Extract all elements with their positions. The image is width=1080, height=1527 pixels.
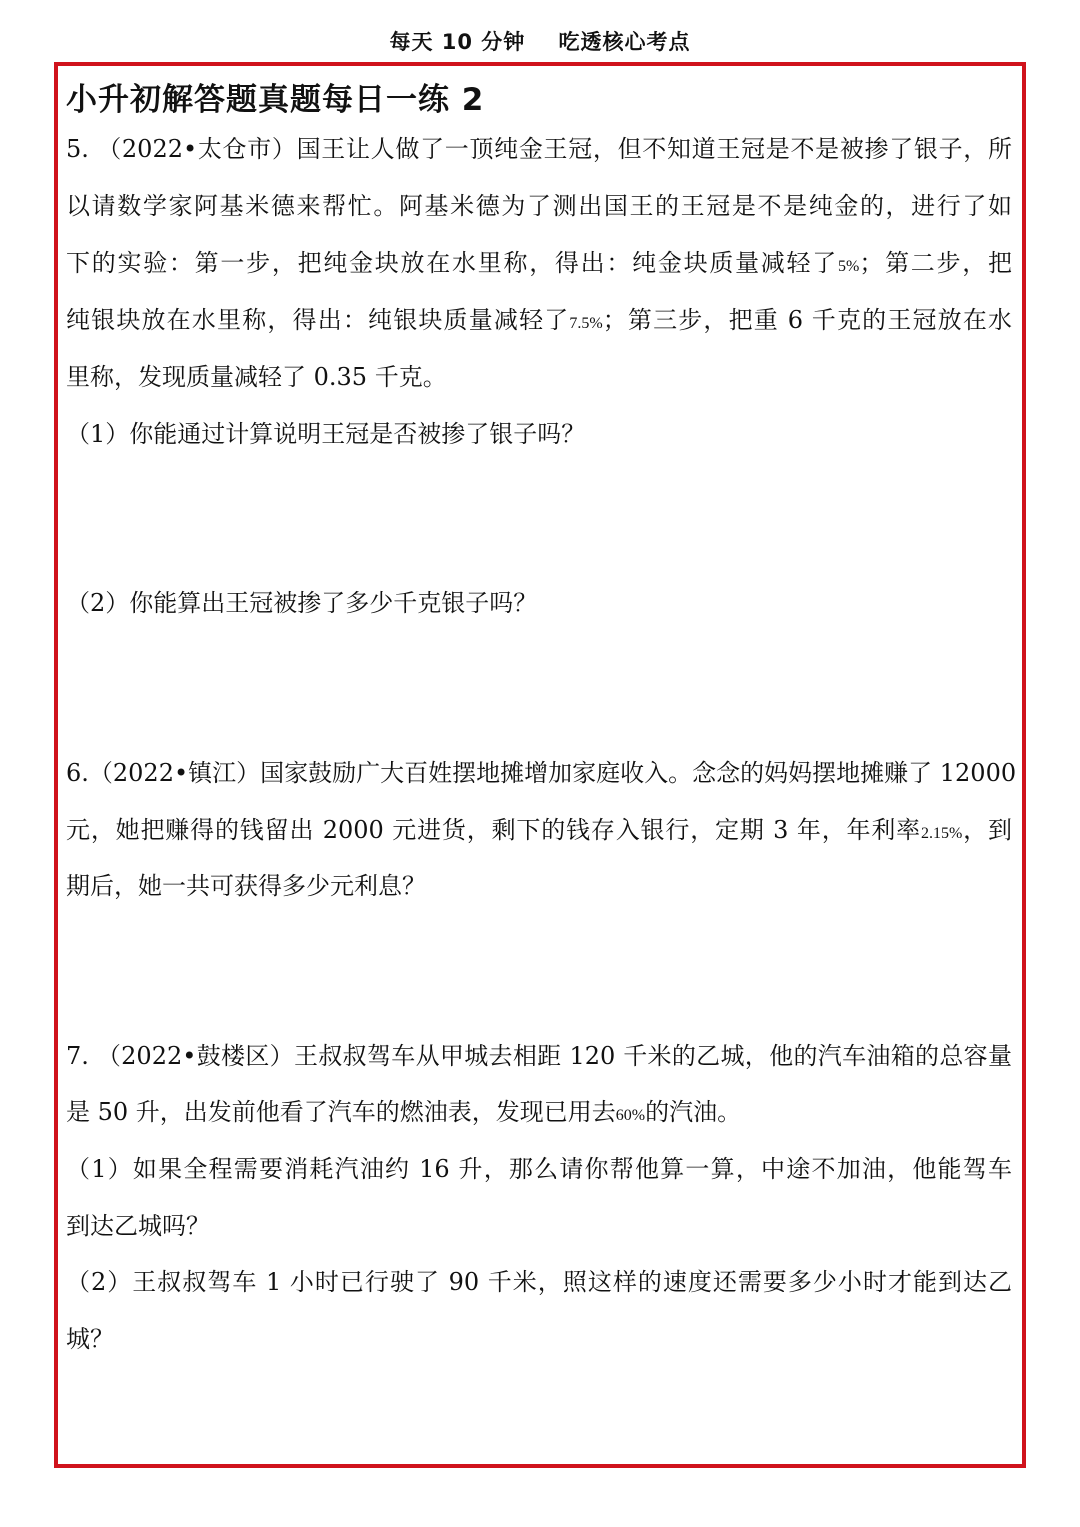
interest-rate-percent: 2.15% bbox=[921, 825, 963, 842]
problem-5-line-4-text-a: 纯银块放在水里称，得出：纯银块质量减轻了 bbox=[66, 306, 570, 334]
silver-loss-percent: 7.5% bbox=[569, 315, 603, 332]
problem-6-line-3: 期后，她一共可获得多少元利息？ bbox=[66, 872, 426, 900]
problem-7-line-2-text-b: 的汽油。 bbox=[645, 1098, 742, 1126]
page-header: 每天 10 分钟 吃透核心考点 bbox=[389, 30, 691, 54]
problem-7-line-1: 7. （2022•鼓楼区）王叔叔驾车从甲城去相距 120 千米的乙城，他的汽车油箱的总容量 bbox=[66, 1042, 1012, 1070]
gold-loss-percent: 5% bbox=[838, 258, 860, 275]
problem-5-line-3-text-a: 下的实验：第一步，把纯金块放在水里称，得出：纯金块质量减轻了 bbox=[66, 249, 839, 277]
fuel-used-percent: 60% bbox=[615, 1107, 646, 1124]
worksheet-title: 小升初解答题真题每日一练 2 bbox=[66, 82, 485, 118]
problem-7-question-1-line-1: （1）如果全程需要消耗汽油约 16 升，那么请你帮他算一算，中途不加油，他能驾车 bbox=[66, 1155, 1012, 1183]
problem-6-line-2-text-a: 元，她把赚得的钱留出 2000 元进货，剩下的钱存入银行，定期 3 年，年利率 bbox=[66, 816, 922, 844]
problem-7-line-2-text-a: 是 50 升，出发前他看了汽车的燃油表，发现已用去 bbox=[66, 1098, 616, 1126]
problem-5-line-5: 里称，发现质量减轻了 0.35 千克。 bbox=[66, 363, 447, 391]
problem-5-line-4-text-b: ；第三步，把重 6 千克的王冠放在水 bbox=[602, 306, 1013, 334]
problem-6-line-1: 6.（2022•镇江）国家鼓励广大百姓摆地摊增加家庭收入。念念的妈妈摆地摊赚了 12000 bbox=[66, 759, 1017, 787]
problem-5-line-3 bbox=[66, 243, 1012, 283]
problem-6-line-2-text-b: ，到 bbox=[962, 816, 1012, 844]
problem-5-question-2: （2）你能算出王冠被掺了多少千克银子吗？ bbox=[66, 589, 538, 617]
problem-7-question-2-line-1: （2）王叔叔驾车 1 小时已行驶了 90 千米，照这样的速度还需要多少小时才能到达乙 bbox=[66, 1268, 1012, 1296]
problem-5-line-2: 以请数学家阿基米德来帮忙。阿基米德为了测出国王的王冠是不是纯金的，进行了如 bbox=[66, 192, 1012, 220]
problem-7-question-1-line-2: 到达乙城吗？ bbox=[66, 1212, 210, 1240]
problem-5-line-3-text-b: ；第二步，把 bbox=[859, 249, 1013, 277]
problem-7-question-2-line-2: 城？ bbox=[66, 1325, 114, 1353]
problem-5-line-1: 5. （2022•太仓市）国王让人做了一顶纯金王冠，但不知道王冠是不是被掺了银子，所 bbox=[66, 135, 1012, 163]
problem-7-line-2 bbox=[66, 1092, 1012, 1132]
problem-5-line-4 bbox=[66, 300, 1012, 340]
problem-6-line-2 bbox=[66, 810, 1012, 850]
problem-5-question-1: （1）你能通过计算说明王冠是否被掺了银子吗？ bbox=[66, 420, 586, 448]
